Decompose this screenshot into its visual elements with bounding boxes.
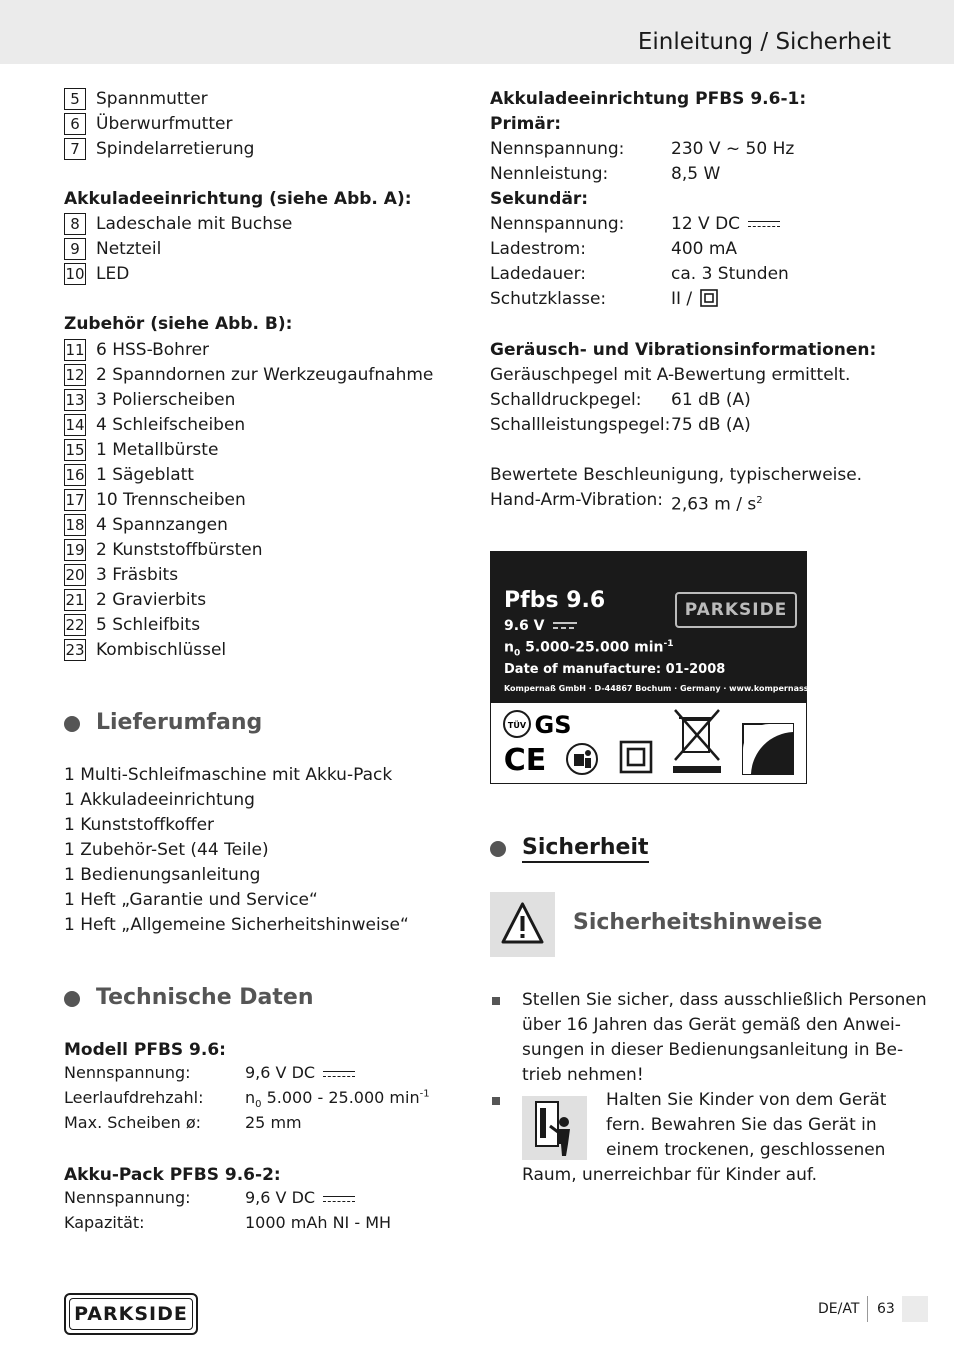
numbered-item	[64, 563, 444, 588]
section-bullet	[64, 716, 80, 732]
warning-triangle-icon	[490, 892, 555, 957]
text-line: 1 Heft „Allgemeine Sicherheitshinweise“	[64, 915, 409, 935]
text-line: 1 Kunststoffkoffer	[64, 815, 215, 835]
item-number-box: 12	[65, 366, 85, 384]
spec-row	[64, 1213, 444, 1238]
numbered-item	[64, 212, 444, 237]
spec-value: 61 dB (A)	[671, 390, 751, 410]
text-line: Stellen Sie sicher, dass ausschließlich Personen	[522, 990, 927, 1010]
spec-row	[490, 287, 890, 312]
gs-mark-text: GS	[534, 711, 572, 739]
item-number-box: 21	[65, 591, 85, 609]
text-line: einem trockenen, geschlossenen	[606, 1140, 886, 1160]
item-label: Kombischlüssel	[96, 640, 227, 660]
spec-row	[490, 212, 890, 237]
spec-row	[490, 413, 890, 438]
spec-key: Schutzklasse:	[490, 289, 607, 309]
item-label: LED	[96, 264, 130, 284]
numbered-item	[64, 638, 444, 663]
spec-key: Ladedauer:	[490, 264, 586, 284]
spec-row	[64, 1088, 444, 1113]
numbered-item	[64, 438, 444, 463]
item-label: 3 Fräsbits	[96, 565, 179, 585]
item-number-box: 6	[64, 113, 86, 135]
spec-row	[490, 237, 890, 262]
text-line: trieb nehmen!	[522, 1065, 644, 1085]
page-header	[0, 0, 954, 64]
spec-row	[490, 137, 890, 162]
numbered-item	[64, 513, 444, 538]
spec-value: 2,63 m / $s^2$	[671, 494, 763, 515]
item-number-box: 5	[64, 88, 86, 110]
keep-away-children-icon	[522, 1096, 587, 1160]
item-label: 2 Gravierbits	[96, 590, 207, 610]
item-label: Spannmutter	[96, 89, 208, 109]
brand-logo	[64, 1293, 198, 1335]
page-title: Einleitung / Sicherheit	[637, 29, 891, 55]
item-number-box: 14	[65, 416, 85, 434]
item-number-box: 17	[65, 491, 85, 509]
delivery-heading: Lieferumfang	[96, 710, 263, 735]
item-label: 3 Polierscheiben	[96, 390, 236, 410]
plate-date: Date of manufacture: 01-2008	[504, 662, 726, 677]
numbered-item	[64, 388, 444, 413]
spec-value: 25 mm	[245, 1113, 302, 1132]
text-line: über 16 Jahren das Gerät gemäß den Anwei-	[522, 1015, 901, 1035]
text-line: fern. Bewahren Sie das Gerät in	[606, 1115, 877, 1135]
dc-symbol-icon	[323, 1194, 355, 1204]
spec-value: $n_0$ 5.000 - 25.000 $\min^{-1}$	[245, 1088, 430, 1111]
plate-maker: Kompernaß GmbH · D-44867 Bochum · Germany · www.kompernass.com	[504, 684, 831, 693]
spec-value: 12 V DC	[671, 212, 780, 237]
item-label: 4 Schleifscheiben	[96, 415, 246, 435]
spec-key: Nennspannung:	[490, 139, 625, 159]
list-bullet	[492, 997, 500, 1005]
item-number-box: 7	[64, 138, 86, 160]
numbered-item	[64, 262, 444, 287]
model-heading: Modell PFBS 9.6:	[64, 1040, 226, 1060]
text-line: 1 Akkuladeeinrichtung	[64, 790, 255, 810]
text-line: 1 Zubehör-Set (44 Teile)	[64, 840, 269, 860]
charger-parts-heading: Akkuladeeinrichtung (siehe Abb. A):	[64, 189, 412, 209]
spec-key: Hand-Arm-Vibration:	[490, 490, 664, 510]
weee-crossed-bin-icon	[671, 708, 723, 774]
item-number-box: 19	[65, 541, 85, 559]
spec-key: Schalldruckpegel:	[490, 390, 642, 410]
corner-mark-icon	[741, 722, 795, 776]
pack-heading: Akku-Pack PFBS 9.6-2:	[64, 1165, 281, 1185]
numbered-item	[64, 237, 444, 262]
item-label: 2 Spanndornen zur Werkzeugaufnahme	[96, 365, 434, 385]
text-line: 1 Bedienungsanleitung	[64, 865, 261, 885]
numbered-item	[64, 488, 444, 513]
item-label: 5 Schleifbits	[96, 615, 201, 635]
spec-key: Nennspannung:	[64, 1063, 191, 1082]
spec-key: Nennleistung:	[490, 164, 609, 184]
item-label: 10 Trennscheiben	[96, 490, 246, 510]
spec-value: 9,6 V DC	[245, 1188, 355, 1207]
text-line: Halten Sie Kinder von dem Gerät	[606, 1090, 887, 1110]
numbered-item	[64, 363, 444, 388]
child-warning-box	[522, 1096, 587, 1160]
spec-key: Schallleistungspegel:	[490, 415, 671, 435]
charger-specs-heading: Akkuladeeinrichtung PFBS 9.6-1:	[490, 89, 807, 109]
safety-subheading: Sicherheitshinweise	[573, 910, 823, 935]
item-label: 1 Metallbürste	[96, 440, 219, 460]
spec-row	[490, 488, 890, 513]
read-manual-icon	[565, 742, 599, 776]
numbered-item	[64, 588, 444, 613]
noise-heading: Geräusch- und Vibrationsinformationen:	[490, 340, 877, 360]
item-label: 1 Sägeblatt	[96, 465, 194, 485]
tuv-mark-text: TÜV	[507, 721, 527, 730]
dc-symbol-icon	[323, 1069, 355, 1079]
text-line: sungen in dieser Bedienungsanleitung in Be-	[522, 1040, 904, 1060]
item-number-box: 18	[65, 516, 85, 534]
dc-symbol-icon	[748, 219, 780, 229]
item-label: 6 HSS-Bohrer	[96, 340, 210, 360]
safety-heading: Sicherheit	[522, 835, 649, 863]
page-tab	[902, 1296, 928, 1322]
spec-value: 8,5 W	[671, 164, 721, 184]
ce-mark-icon	[503, 742, 547, 776]
warning-box	[490, 892, 555, 957]
item-number-box: 10	[65, 265, 85, 283]
dc-symbol-icon	[553, 621, 577, 631]
numbered-item	[64, 413, 444, 438]
spec-value: 230 V ~ 50 Hz	[671, 139, 795, 159]
spec-key: Nennspannung:	[64, 1188, 191, 1207]
plate-brand-logo: PARKSIDE	[675, 592, 797, 628]
secondary-heading: Sekundär:	[490, 189, 589, 209]
page-number: 63	[877, 1301, 895, 1317]
item-number-box: 22	[65, 616, 85, 634]
locale-label: DE/AT	[818, 1301, 860, 1317]
tuv-gs-mark-icon	[503, 708, 573, 740]
ce-mark-text: CE	[503, 743, 547, 776]
item-number-box: 9	[64, 238, 86, 260]
numbered-item	[64, 338, 444, 363]
numbered-item	[64, 613, 444, 638]
spec-key: Kapazität:	[64, 1213, 145, 1232]
item-number-box: 20	[65, 566, 85, 584]
item-number-box: 15	[65, 441, 85, 459]
item-number-box: 11	[65, 341, 85, 359]
spec-row	[64, 1113, 444, 1138]
spec-value: 75 dB (A)	[671, 415, 751, 435]
item-label: Überwurfmutter	[96, 114, 233, 134]
footer-divider	[867, 1296, 868, 1322]
accessories-heading: Zubehör (siehe Abb. B):	[64, 314, 293, 334]
spec-row	[64, 1188, 444, 1213]
text-line: 1 Multi-Schleifmaschine mit Akku-Pack	[64, 765, 393, 785]
tech-heading: Technische Daten	[96, 985, 314, 1010]
item-label: 2 Kunststoffbürsten	[96, 540, 263, 560]
item-number-box: 13	[65, 391, 85, 409]
plate-model: Pfbs 9.6	[504, 588, 606, 613]
numbered-item	[64, 538, 444, 563]
plate-speed: $n_0$ 5.000-25.000 $\min^{-1}$	[504, 639, 674, 659]
rating-plate-header	[491, 552, 831, 703]
item-label: Ladeschale mit Buchse	[96, 214, 293, 234]
spec-value: 9,6 V DC	[245, 1063, 355, 1082]
numbered-item	[64, 463, 444, 488]
rating-plate	[490, 551, 831, 784]
spec-row	[490, 162, 890, 187]
numbered-item	[64, 137, 444, 162]
item-label: Netzteil	[96, 239, 162, 259]
safety-text-line: Raum, unerreichbar für Kinder auf.	[522, 1165, 818, 1185]
plate-voltage: 9.6 V	[504, 618, 577, 634]
protection-class-ii-icon	[619, 740, 653, 774]
spec-key: Ladestrom:	[490, 239, 586, 259]
item-number-box: 8	[64, 213, 86, 235]
spec-value: 1000 mAh NI - MH	[245, 1213, 392, 1232]
protection-class-ii-icon	[700, 289, 718, 307]
spec-row	[490, 388, 890, 413]
numbered-item	[64, 112, 444, 137]
spec-value: II /	[671, 287, 718, 312]
section-bullet	[490, 841, 506, 857]
spec-value: 400 mA	[671, 239, 738, 259]
noise-line: Bewertete Beschleunigung, typischerweise.	[490, 465, 863, 485]
text-line: 1 Heft „Garantie und Service“	[64, 890, 318, 910]
numbered-item	[64, 87, 444, 112]
primary-heading: Primär:	[490, 114, 562, 134]
spec-key: Nennspannung:	[490, 214, 625, 234]
spec-row	[64, 1063, 444, 1088]
item-label: Spindelarretierung	[96, 139, 255, 159]
spec-key: Leerlaufdrehzahl:	[64, 1088, 204, 1107]
item-number-box: 16	[65, 466, 85, 484]
spec-row	[490, 262, 890, 287]
list-bullet	[492, 1097, 500, 1105]
item-label: 4 Spannzangen	[96, 515, 228, 535]
spec-key: Max. Scheiben ø:	[64, 1113, 202, 1132]
noise-line: Geräuschpegel mit A-Bewertung ermittelt.	[490, 365, 851, 385]
spec-value: ca. 3 Stunden	[671, 264, 789, 284]
item-number-box: 23	[65, 641, 85, 659]
section-bullet	[64, 991, 80, 1007]
brand-logo-text: PARKSIDE	[69, 1298, 193, 1330]
